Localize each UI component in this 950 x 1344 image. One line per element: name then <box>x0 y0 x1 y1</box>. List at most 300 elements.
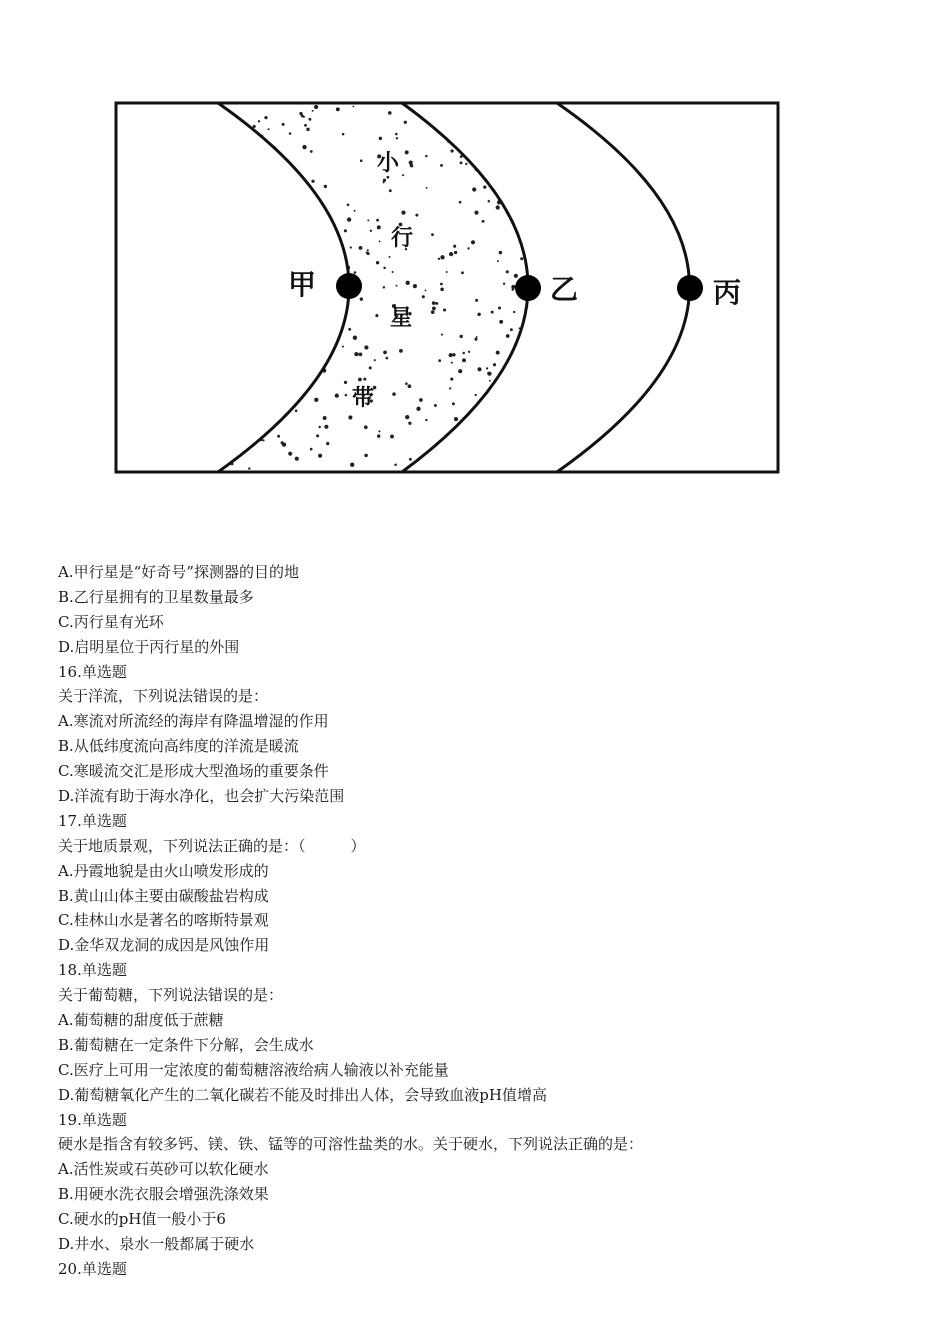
asteroid-dot <box>401 210 405 214</box>
asteroid-dot <box>289 379 293 383</box>
asteroid-dot <box>405 382 408 385</box>
asteroid-dot <box>461 271 464 274</box>
asteroid-dot <box>225 213 228 216</box>
asteroid-dot <box>449 387 451 389</box>
asteroid-dot <box>495 412 497 414</box>
asteroid-dot <box>638 264 641 267</box>
asteroid-dot <box>287 181 289 183</box>
asteroid-dot <box>595 401 597 403</box>
asteroid-dot <box>496 205 500 209</box>
asteroid-dot <box>267 178 270 181</box>
asteroid-dot <box>647 400 649 402</box>
asteroid-dot <box>571 353 574 356</box>
asteroid-dot <box>474 153 478 157</box>
asteroid-dot <box>276 381 279 384</box>
asteroid-dot <box>383 267 386 270</box>
asteroid-dot <box>605 246 609 250</box>
asteroid-dot <box>454 251 457 254</box>
asteroid-dot <box>363 378 366 381</box>
asteroid-dot <box>491 311 494 314</box>
asteroid-dot <box>395 133 398 136</box>
q19-option-d: D.井水、泉水一般都属于硬水 <box>58 1235 255 1254</box>
asteroid-dot <box>597 265 600 268</box>
asteroid-dot <box>565 385 567 387</box>
asteroid-dot <box>505 141 507 143</box>
asteroid-dot <box>558 411 560 413</box>
asteroid-dot <box>526 393 528 395</box>
asteroid-dot <box>250 140 252 142</box>
asteroid-dot <box>633 420 635 422</box>
asteroid-dot <box>552 235 555 238</box>
asteroid-dot <box>587 117 591 121</box>
asteroid-dot <box>619 104 621 106</box>
asteroid-dot <box>477 313 480 316</box>
asteroid-dot <box>472 187 476 191</box>
asteroid-dot <box>406 281 410 285</box>
planet-label-jia: 甲 <box>288 268 317 301</box>
asteroid-dot <box>613 417 615 419</box>
asteroid-dot <box>409 161 413 165</box>
asteroid-dot <box>609 172 613 176</box>
asteroid-dot <box>453 245 456 248</box>
asteroid-dot <box>303 246 307 250</box>
asteroid-dot <box>409 458 412 461</box>
asteroid-dot <box>299 112 302 115</box>
asteroid-dot <box>317 344 320 347</box>
asteroid-dot <box>501 114 505 118</box>
q17-header: 17.单选题 <box>58 811 127 830</box>
asteroid-dot <box>446 271 448 273</box>
asteroid-dot <box>392 392 396 396</box>
asteroid-dot <box>227 322 229 324</box>
asteroid-dot <box>514 274 518 278</box>
asteroid-dot <box>605 348 609 352</box>
asteroid-dot <box>609 167 611 169</box>
asteroid-dot <box>359 353 363 357</box>
asteroid-dot <box>583 204 586 207</box>
asteroid-dot <box>295 409 298 412</box>
asteroid-dot <box>460 155 463 158</box>
asteroid-dot <box>402 174 404 176</box>
asteroid-dot <box>383 179 386 182</box>
q16-stem: 关于洋流，下列说法错误的是： <box>58 687 269 706</box>
asteroid-dot <box>358 378 362 382</box>
asteroid-dot <box>545 143 549 147</box>
q17-option-a: A.丹霞地貌是由火山喷发形成的 <box>58 861 269 880</box>
asteroid-dot <box>589 253 592 256</box>
asteroid-dot <box>600 146 603 149</box>
asteroid-dot <box>311 180 314 183</box>
asteroid-dot <box>325 285 327 287</box>
asteroid-dot <box>629 372 632 375</box>
asteroid-dot <box>605 162 608 165</box>
asteroid-dot <box>494 441 496 443</box>
asteroid-dot <box>595 354 597 356</box>
belt-label-char-2: 行 <box>391 226 414 251</box>
asteroid-dot <box>635 179 639 183</box>
asteroid-dot <box>236 201 239 204</box>
asteroid-dot <box>377 225 381 229</box>
asteroid-dot <box>352 106 354 108</box>
asteroid-dot <box>258 367 262 371</box>
asteroid-dot <box>644 144 647 147</box>
asteroid-dot <box>219 195 221 197</box>
asteroid-dot <box>627 356 629 358</box>
asteroid-dot <box>216 118 220 122</box>
asteroid-dot <box>634 303 637 306</box>
q18-option-d: D.葡萄糖氧化产生的二氧化碳若不能及时排出人体，会导致血液pH值增高 <box>58 1085 547 1104</box>
asteroid-dot <box>480 449 482 451</box>
asteroid-dot <box>584 144 586 146</box>
asteroid-dot <box>546 235 550 239</box>
asteroid-dot <box>616 435 620 439</box>
asteroid-dot <box>520 410 524 414</box>
question-text <box>58 560 918 1282</box>
asteroid-dot <box>462 105 465 108</box>
asteroid-dot <box>385 357 388 360</box>
asteroid-dot <box>383 351 387 355</box>
asteroid-dot <box>440 164 443 167</box>
orbit-yi <box>402 103 528 472</box>
planet-bing <box>677 275 703 301</box>
asteroid-dot <box>612 123 616 127</box>
asteroid-dot <box>215 329 217 331</box>
asteroid-dot <box>567 404 569 406</box>
asteroid-dot <box>474 211 478 215</box>
asteroid-dot <box>383 286 385 288</box>
asteroid-dot <box>388 111 392 115</box>
asteroid-dot <box>602 370 604 372</box>
asteroid-dot <box>288 452 292 456</box>
asteroid-dot <box>574 138 578 142</box>
asteroid-dot <box>475 394 477 396</box>
asteroid-dot <box>526 349 529 352</box>
asteroid-dot <box>265 225 268 228</box>
asteroid-dot <box>251 143 255 147</box>
asteroid-dot <box>214 440 217 443</box>
asteroid-dot <box>523 385 526 388</box>
asteroid-dot <box>630 280 632 282</box>
belt-label-char-4: 带 <box>352 386 375 411</box>
asteroid-dot <box>301 192 304 195</box>
asteroid-dot <box>552 350 555 353</box>
asteroid-dot <box>617 350 621 354</box>
asteroid-dot <box>511 285 515 289</box>
q18-header: 18.单选题 <box>58 961 127 980</box>
q18-option-c: C.医疗上可用一定浓度的葡萄糖溶液给病人输液以补充能量 <box>58 1060 449 1079</box>
asteroid-dot <box>458 133 462 137</box>
asteroid-dot <box>598 152 601 155</box>
asteroid-dot <box>392 271 394 273</box>
asteroid-dot <box>252 208 255 211</box>
asteroid-dot <box>617 370 621 374</box>
asteroid-dot <box>488 200 491 203</box>
asteroid-dot <box>326 328 329 331</box>
asteroid-dot <box>460 335 463 338</box>
asteroid-dot <box>469 457 472 460</box>
asteroid-dot <box>348 415 352 419</box>
asteroid-dot <box>601 328 605 332</box>
asteroid-dot <box>639 427 643 431</box>
q16-option-a: A.寒流对所流经的海岸有降温增湿的作用 <box>58 712 329 731</box>
asteroid-dot <box>314 398 318 402</box>
asteroid-dot <box>449 353 453 357</box>
q19-option-c: C.硬水的pH值一般小于6 <box>58 1210 226 1229</box>
asteroid-dot <box>375 314 378 317</box>
orbit-diagram-svg <box>0 0 950 500</box>
q16-option-c: C.寒暖流交汇是形成大型渔场的重要条件 <box>58 762 329 781</box>
asteroid-dot <box>527 310 530 313</box>
asteroid-dot <box>523 374 525 376</box>
asteroid-dot <box>364 345 368 349</box>
asteroid-dot <box>643 235 645 237</box>
asteroid-dot <box>303 116 305 118</box>
asteroid-dot <box>526 221 530 225</box>
asteroid-dot <box>612 379 614 381</box>
asteroid-dot <box>507 368 509 370</box>
asteroid-dot <box>263 286 266 289</box>
asteroid-dot <box>264 328 268 332</box>
asteroid-dot <box>269 224 273 228</box>
asteroid-dot <box>566 345 569 348</box>
asteroid-dot <box>526 359 528 361</box>
asteroid-dot <box>454 417 458 421</box>
asteroid-dot <box>492 156 495 159</box>
asteroid-dot <box>647 321 650 324</box>
asteroid-dot <box>633 118 635 120</box>
asteroid-dot <box>524 461 528 465</box>
asteroid-dot <box>304 319 308 323</box>
asteroid-dot <box>318 426 320 428</box>
asteroid-dot <box>366 251 368 253</box>
asteroid-dot <box>248 467 250 469</box>
q17-option-b: B.黄山山体主要由碳酸盐岩构成 <box>58 886 269 905</box>
asteroid-dot <box>449 252 453 256</box>
asteroid-dot <box>221 309 223 311</box>
asteroid-dot <box>240 431 244 435</box>
q19-header: 19.单选题 <box>58 1110 127 1129</box>
asteroid-dot <box>404 121 407 124</box>
asteroid-dot <box>626 312 629 315</box>
asteroid-dot <box>646 226 648 228</box>
asteroid-dot <box>633 216 635 218</box>
q19-option-b: B.用硬水洗衣服会增强洗涤效果 <box>58 1185 269 1204</box>
asteroid-dot <box>607 170 610 173</box>
asteroid-dot <box>626 311 629 314</box>
asteroid-dot <box>425 419 427 421</box>
asteroid-dot <box>222 436 226 440</box>
asteroid-dot <box>517 430 519 432</box>
asteroid-dot <box>635 112 639 116</box>
asteroid-dot <box>440 255 444 259</box>
asteroid-dot <box>282 285 284 287</box>
asteroid-dot <box>433 121 436 124</box>
asteroid-dot <box>264 116 267 119</box>
asteroid-dot <box>506 334 510 338</box>
asteroid-dot <box>247 198 251 202</box>
asteroid-dot <box>310 448 313 451</box>
orbit-jia <box>218 103 349 472</box>
asteroid-dot <box>631 453 633 455</box>
asteroid-dot <box>576 436 580 440</box>
asteroid-dot <box>596 298 598 300</box>
asteroid-dot <box>344 381 347 384</box>
asteroid-dot <box>462 352 465 355</box>
asteroid-dot <box>306 128 309 131</box>
asteroid-dot <box>379 240 381 242</box>
q17-option-d: D.金华双龙洞的成因是风蚀作用 <box>58 936 270 955</box>
q17-stem: 关于地质景观，下列说法正确的是：（ ） <box>58 836 366 855</box>
asteroid-dot <box>620 387 624 391</box>
asteroid-dot <box>644 412 646 414</box>
q15-option-a: A.甲行星是“好奇号”探测器的目的地 <box>58 563 299 581</box>
asteroid-dot <box>419 104 421 106</box>
asteroid-dot <box>520 257 523 260</box>
asteroid-dot <box>462 442 464 444</box>
asteroid-dot <box>347 217 351 221</box>
asteroid-dot <box>310 150 313 153</box>
asteroid-dot <box>594 240 597 243</box>
asteroid-dot <box>557 126 561 130</box>
asteroid-dot <box>619 355 622 358</box>
asteroid-dot <box>467 247 469 249</box>
solar-system-diagram <box>0 0 950 500</box>
asteroid-dot <box>318 454 322 458</box>
asteroid-dot <box>574 400 578 404</box>
asteroid-dot <box>443 121 446 124</box>
asteroid-dot <box>540 338 543 341</box>
asteroid-dot <box>335 393 339 397</box>
asteroid-dot <box>304 124 307 127</box>
asteroid-dot <box>364 454 368 458</box>
asteroid-dot <box>547 404 549 406</box>
asteroid-dot <box>345 394 348 397</box>
asteroid-dot <box>216 183 219 186</box>
asteroid-dot <box>643 215 647 219</box>
asteroid-dot <box>458 369 462 373</box>
belt-label-char-1: 小 <box>377 151 400 176</box>
asteroid-dot <box>350 463 354 467</box>
asteroid-dot <box>462 358 466 362</box>
asteroid-dot <box>477 367 481 371</box>
asteroid-dot <box>471 240 475 244</box>
asteroid-dot <box>580 129 583 132</box>
asteroid-dot <box>451 362 453 364</box>
asteroid-dot <box>336 107 340 111</box>
planet-label-yi: 乙 <box>550 273 579 306</box>
asteroid-dot <box>552 131 555 134</box>
asteroid-dot <box>265 259 267 261</box>
asteroid-dot <box>499 251 502 254</box>
asteroid-dot <box>364 425 368 429</box>
asteroid-dot <box>379 137 382 140</box>
asteroid-dot <box>633 383 636 386</box>
asteroid-dot <box>320 269 324 273</box>
asteroid-dot <box>519 441 521 443</box>
asteroid-dot <box>220 118 224 122</box>
asteroid-dot <box>621 376 625 380</box>
asteroid-dot <box>573 267 575 269</box>
asteroid-dot <box>584 233 586 235</box>
asteroid-dot <box>390 435 394 439</box>
asteroid-dot <box>219 248 222 251</box>
asteroid-dot <box>641 373 645 377</box>
asteroid-dot <box>344 229 347 232</box>
asteroid-dot <box>308 235 312 239</box>
asteroid-dot <box>588 172 592 176</box>
asteroid-dot <box>514 351 517 354</box>
asteroid-dot <box>324 318 327 321</box>
asteroid-dot <box>354 271 357 274</box>
asteroid-dot <box>651 131 654 134</box>
asteroid-dot <box>510 400 512 402</box>
asteroid-dot <box>606 371 608 373</box>
asteroid-dot <box>538 407 541 410</box>
asteroid-dot <box>613 269 617 273</box>
asteroid-dot <box>416 407 420 411</box>
asteroid-dot <box>308 118 311 121</box>
asteroid-dot <box>570 332 574 336</box>
asteroid-dot <box>419 398 423 402</box>
asteroid-dot <box>593 170 596 173</box>
asteroid-dot <box>475 108 477 110</box>
q15-option-d: D.启明星位于丙行星的外围 <box>58 637 240 656</box>
asteroid-dot <box>370 230 372 232</box>
asteroid-dot <box>214 408 218 412</box>
asteroid-dot <box>425 289 427 291</box>
asteroid-dot <box>323 416 327 420</box>
asteroid-dot <box>569 148 572 151</box>
asteroid-dot <box>580 244 584 248</box>
asteroid-dot <box>503 283 505 285</box>
asteroid-dot <box>428 104 432 108</box>
asteroid-dot <box>567 167 569 169</box>
asteroid-dot <box>221 179 224 182</box>
asteroid-dot <box>599 454 603 458</box>
q18-stem: 关于葡萄糖，下列说法错误的是： <box>58 986 284 1005</box>
asteroid-dot <box>324 425 328 429</box>
asteroid-dot <box>499 320 503 324</box>
asteroid-dot <box>443 308 446 311</box>
asteroid-dot <box>262 170 264 172</box>
asteroid-dot <box>342 133 345 136</box>
asteroid-dot <box>572 210 576 214</box>
asteroid-dot <box>342 346 344 348</box>
asteroid-dot <box>627 125 629 127</box>
asteroid-dot <box>652 118 654 120</box>
asteroid-dot <box>266 185 269 188</box>
asteroid-dot <box>223 186 226 189</box>
asteroid-dot <box>233 204 237 208</box>
asteroid-dot <box>589 158 593 162</box>
asteroid-dot <box>571 169 575 173</box>
asteroid-dot <box>440 283 443 286</box>
asteroid-dot <box>506 128 509 131</box>
asteroid-dot <box>441 334 443 336</box>
asteroid-dot <box>635 140 637 142</box>
asteroid-dot <box>219 453 223 457</box>
asteroid-dot <box>565 382 568 385</box>
asteroid-dot <box>510 328 513 331</box>
asteroid-dot <box>589 160 592 163</box>
asteroid-dot <box>602 428 606 432</box>
asteroid-dot <box>268 250 271 253</box>
asteroid-dot <box>305 253 309 257</box>
asteroid-dot <box>432 307 436 311</box>
asteroid-dot <box>652 302 654 304</box>
asteroid-dot <box>422 295 425 298</box>
asteroid-dot <box>519 353 521 355</box>
